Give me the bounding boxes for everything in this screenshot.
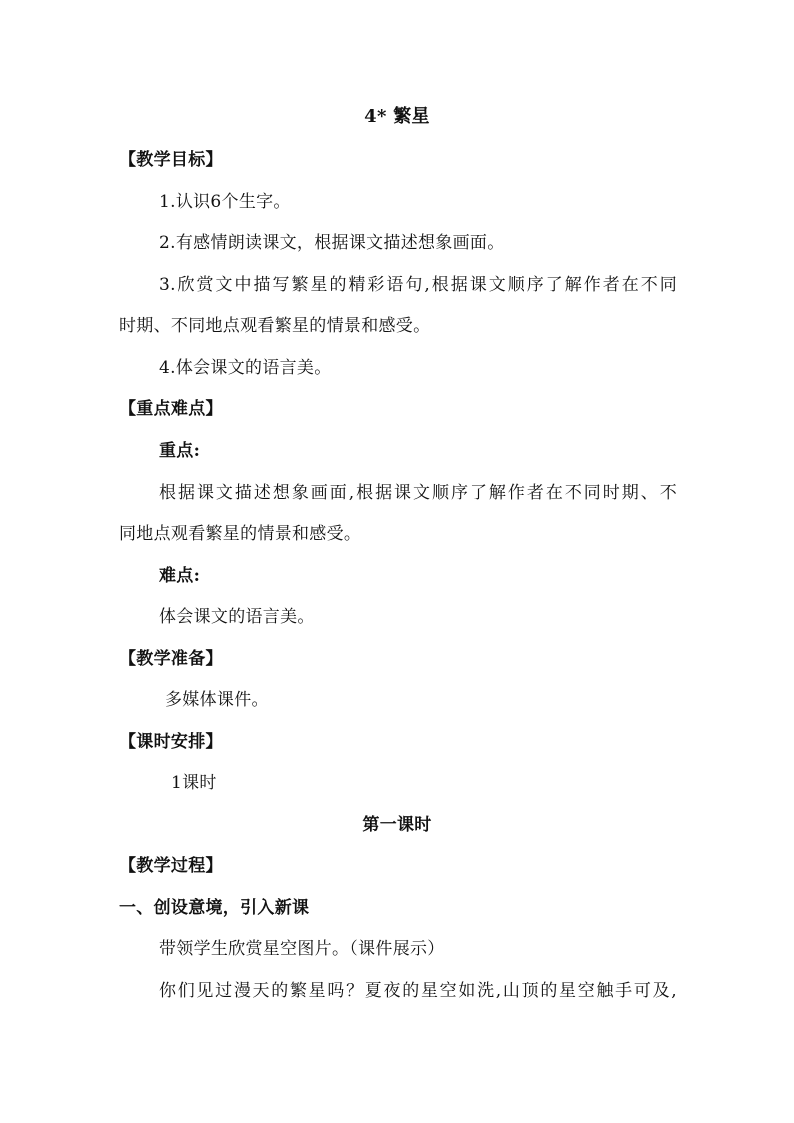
lesson-title: 第一课时 [362, 815, 432, 835]
document-title: 4* 繁星 [364, 106, 430, 127]
objective-item-4: 4.体会课文的语言美。 [159, 358, 332, 378]
difficult-point-label: 难点: [159, 566, 201, 586]
objective-item-1: 1.认识6个生字。 [159, 192, 291, 212]
key-point-text: 根据课文描述想象画面,根据课文顺序了解作者在不同时期、不 [159, 483, 677, 503]
objective-item-2: 2.有感情朗读课文，根据课文描述想象画面。 [159, 233, 505, 253]
process-line-1: 带领学生欣赏星空图片。（课件展示） [159, 939, 445, 959]
objective-item-3-continued: 时期、不同地点观看繁星的情景和感受。 [119, 316, 431, 336]
process-heading: 【教学过程】 [119, 856, 223, 876]
schedule-heading: 【课时安排】 [119, 732, 223, 752]
key-point-text-continued: 同地点观看繁星的情景和感受。 [119, 524, 362, 544]
preparation-text: 多媒体课件。 [165, 690, 269, 710]
key-point-label: 重点: [159, 441, 201, 461]
schedule-text: 1课时 [171, 773, 217, 793]
section-heading: 一、创设意境，引入新课 [119, 898, 310, 918]
objectives-heading: 【教学目标】 [119, 150, 223, 170]
preparation-heading: 【教学准备】 [119, 649, 223, 669]
process-line-2: 你们见过漫天的繁星吗？夏夜的星空如洗,山顶的星空触手可及, [159, 981, 677, 1001]
key-points-heading: 【重点难点】 [119, 399, 223, 419]
difficult-point-text: 体会课文的语言美。 [159, 607, 315, 627]
objective-item-3: 3.欣赏文中描写繁星的精彩语句,根据课文顺序了解作者在不同 [159, 275, 677, 295]
